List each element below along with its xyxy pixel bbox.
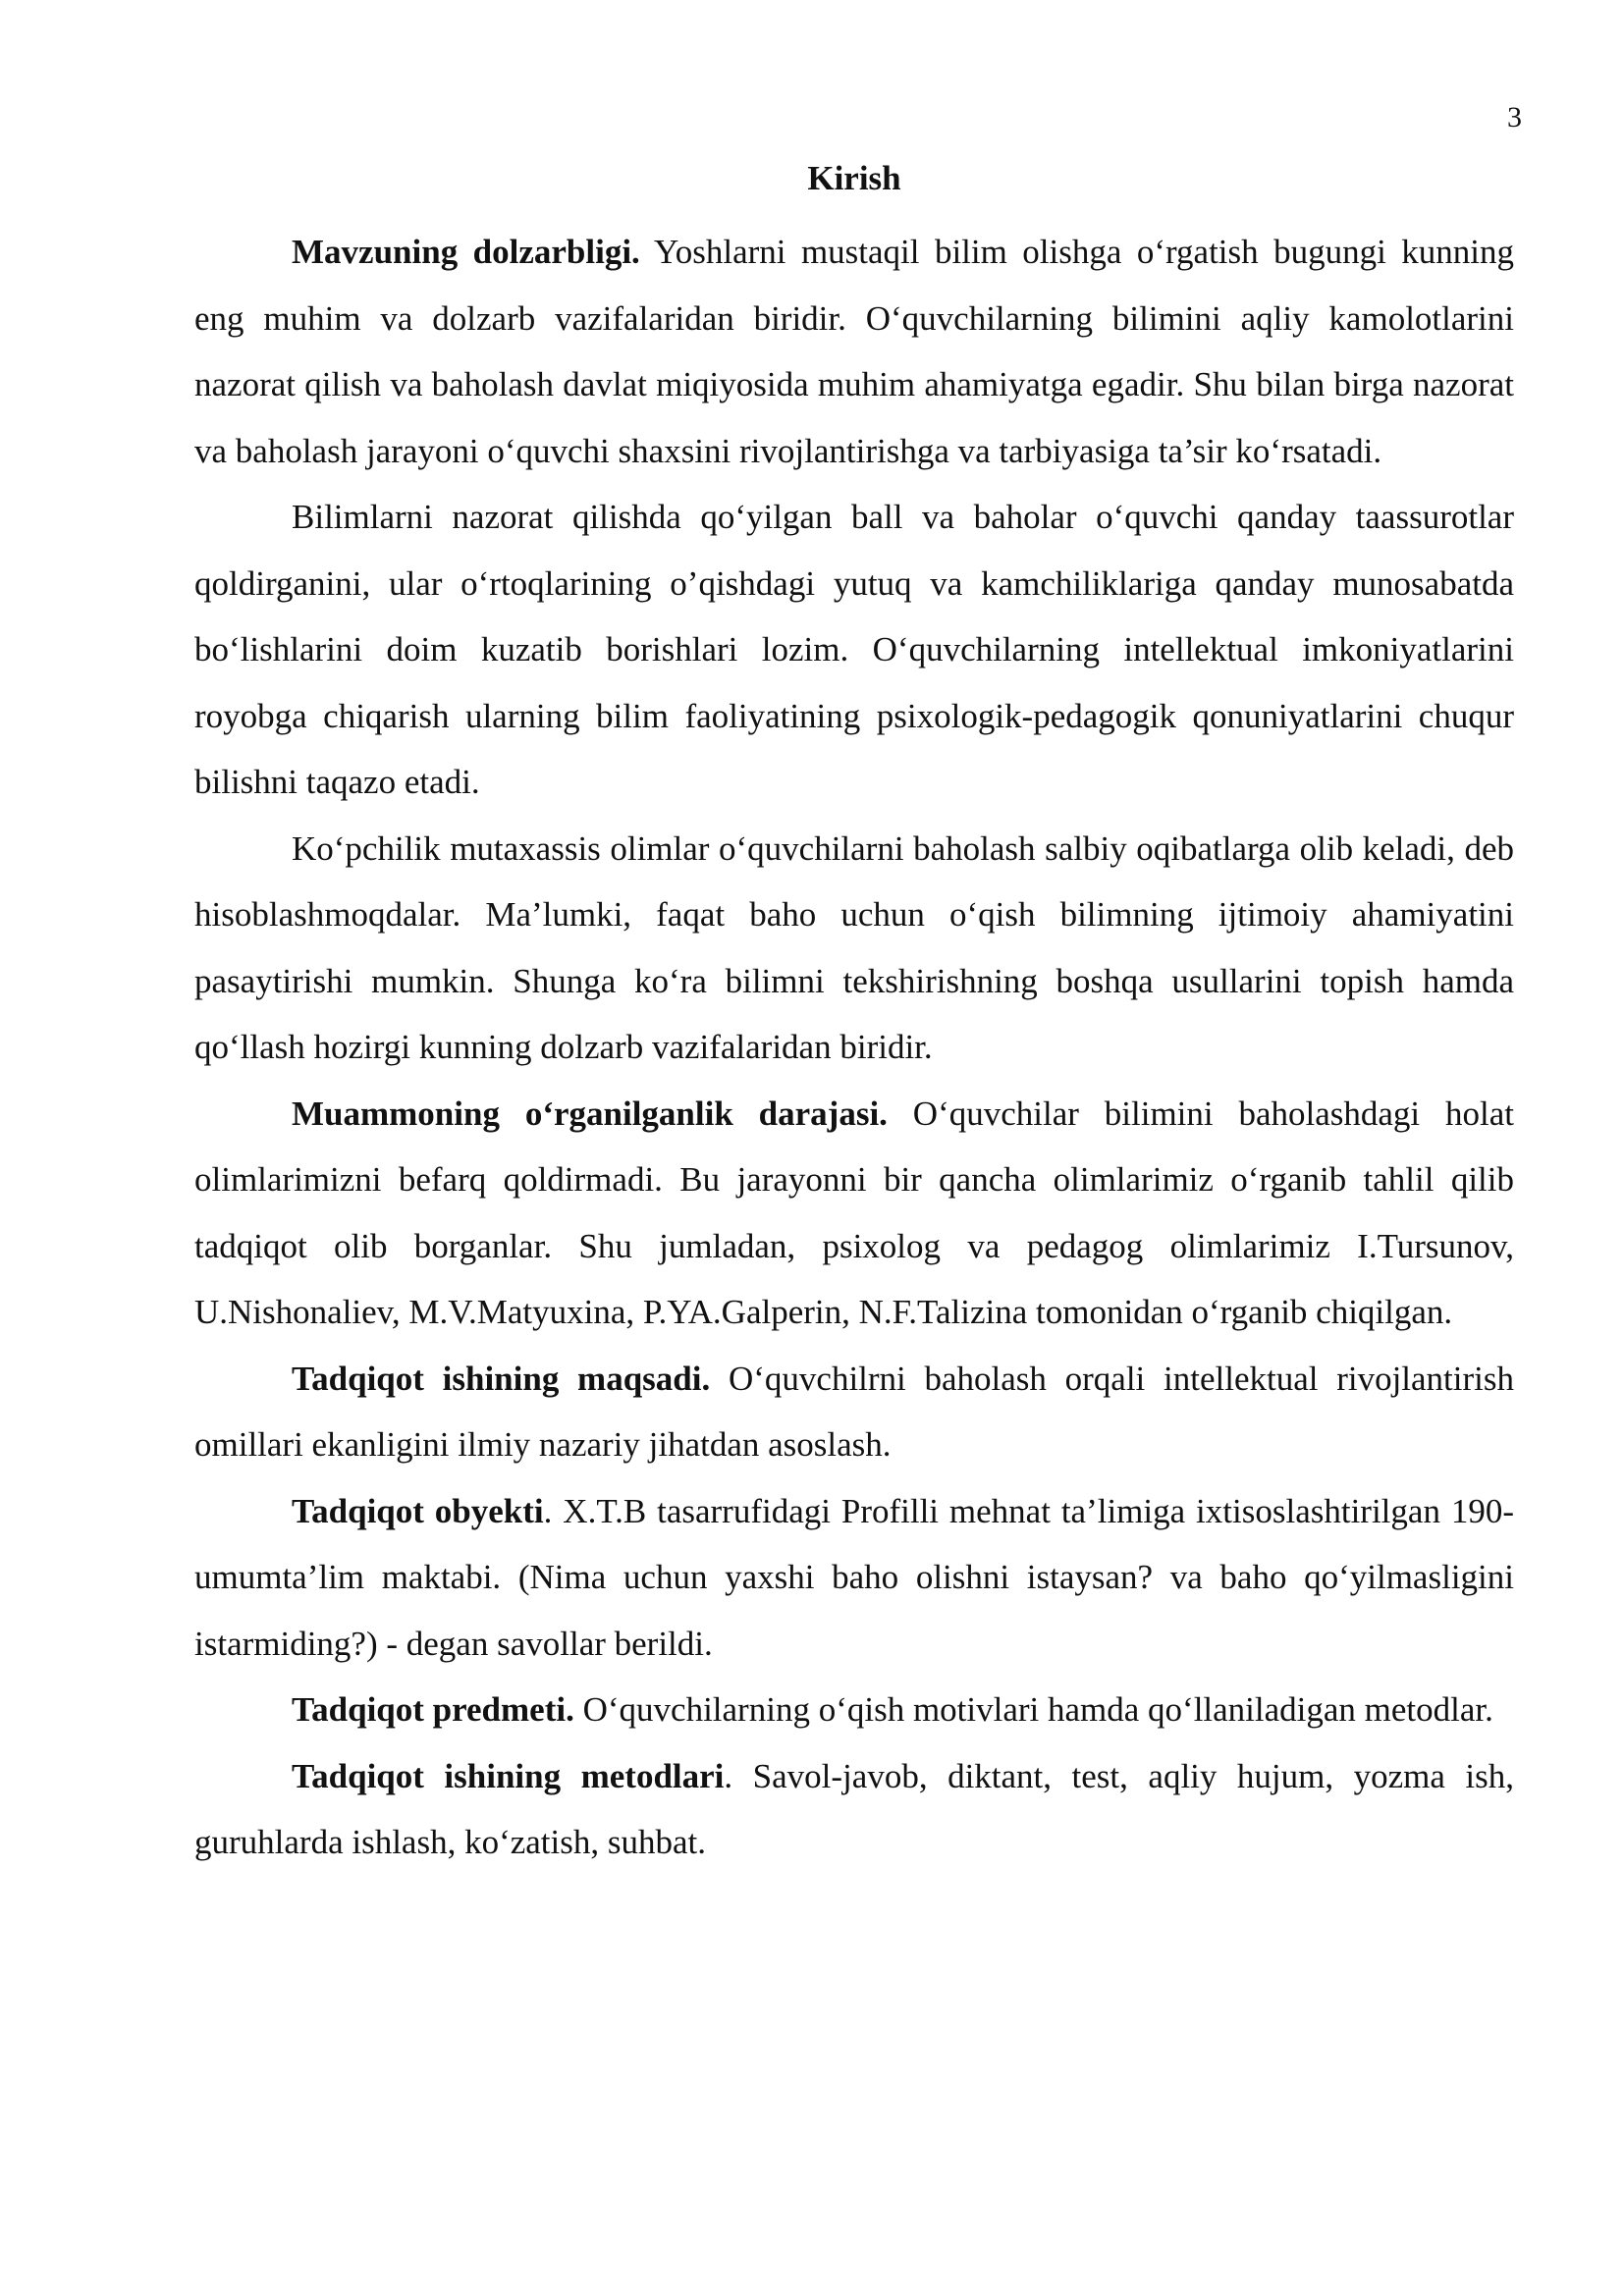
paragraph-text: O‘quvchilrni baholash orqali intellektual rivojlantirish omillari ekanligini ilmiy nazariy jihatdan asoslash. bbox=[194, 1359, 1515, 1464]
paragraph-research-object bbox=[194, 1478, 1514, 1678]
paragraph-research-goal bbox=[194, 1346, 1514, 1478]
paragraph-lead: Mavzuning dolzarbligi. bbox=[292, 233, 640, 271]
paragraph-research-methods bbox=[194, 1743, 1514, 1876]
paragraph-text: . X.T.B tasarrufidagi Profilli mehnat ta’limiga ixtisoslashtirilgan 190-umumta’lim maktabi. (Nima uchun yaxshi baho olishni istaysan? va baho qo‘yilmasligini istarmiding?) - degan savollar berildi. bbox=[194, 1491, 1514, 1663]
paragraph-lead: Tadqiqot obyekti bbox=[292, 1491, 544, 1530]
paragraph-relevance bbox=[194, 219, 1514, 484]
paragraph-lead: Muammoning o‘rganilganlik darajasi. bbox=[292, 1094, 888, 1133]
paragraph-lead: Tadqiqot ishining maqsadi. bbox=[292, 1359, 711, 1398]
paragraph-lead: Tadqiqot predmeti. bbox=[292, 1690, 574, 1729]
paragraph-text: Yoshlarni mustaqil bilim olishga o‘rgatish bugungi kunning eng muhim va dolzarb vazifalaridan biridir. O‘quvchilarning bilimini aqliy kamolotlarini nazorat qilish va baholash davlat miqiyosida muhim ahamiyatga egadir. Shu bilan birga nazorat va baholash jarayoni o‘quvchi shaxsini rivojlantirishga va tarbiyasiga ta’sir ko‘rsatadi. bbox=[194, 233, 1514, 470]
paragraph-text: Bilimlarni nazorat qilishda qo‘yilgan ball va baholar o‘quvchi qanday taassurotlar qoldirganini, ular o‘rtoqlarining o’qishdagi yutuq va kamchiliklariga qanday munosabatda bo‘lishlarini doim kuzatib borishlari lozim. O‘quvchilarning intellektual imkoniyatlarini royobga chiqarish ularning bilim faoliyatining psixologik-pedagogik qonuniyatlarini chuqur bilishni taqazo etadi. bbox=[194, 498, 1514, 801]
paragraph-assessment bbox=[194, 484, 1514, 816]
page-number: 3 bbox=[1507, 101, 1522, 133]
paragraph-research-subject bbox=[194, 1677, 1514, 1743]
document-body bbox=[194, 154, 1514, 1876]
paragraph-text: O‘quvchilar bilimini baholashdagi holat olimlarimizni befarq qoldirmadi. Bu jarayonni bir qancha olimlarimiz o‘rganib tahlil qilib tadqiqot olib borganlar. Shu jumladan, psixolog va pedagog olimlarimiz I.Tursunov, U.Nishonaliev, M.V.Matyuxina, P.YA.Galperin, N.F.Talizina tomonidan o‘rganib chiqilgan. bbox=[194, 1094, 1515, 1331]
paragraph-text: O‘quvchilarning o‘qish motivlari hamda qo‘llaniladigan metodlar. bbox=[573, 1690, 1493, 1729]
paragraph-specialists bbox=[194, 816, 1514, 1081]
paragraph-text: . Savol-javob, diktant, test, aqliy hujum, yozma ish, guruhlarda ishlash, ko‘zatish, suhbat. bbox=[194, 1756, 1515, 1861]
paragraph-problem-study bbox=[194, 1081, 1514, 1346]
paragraph-lead: Tadqiqot ishining metodlari bbox=[292, 1756, 725, 1795]
paragraph-text: Ko‘pchilik mutaxassis olimlar o‘quvchilarni baholash salbiy oqibatlarga olib keladi, deb hisoblashmoqdalar. Ma’lumki, faqat baho uchun o‘qish bilimning ijtimoiy ahamiyatini pasaytirishi mumkin. Shunga ko‘ra bilimni tekshirishning boshqa usullarini topish hamda qo‘llash hozirgi kunning dolzarb vazifalaridan biridir. bbox=[194, 828, 1514, 1066]
section-heading: Kirish bbox=[807, 159, 901, 197]
